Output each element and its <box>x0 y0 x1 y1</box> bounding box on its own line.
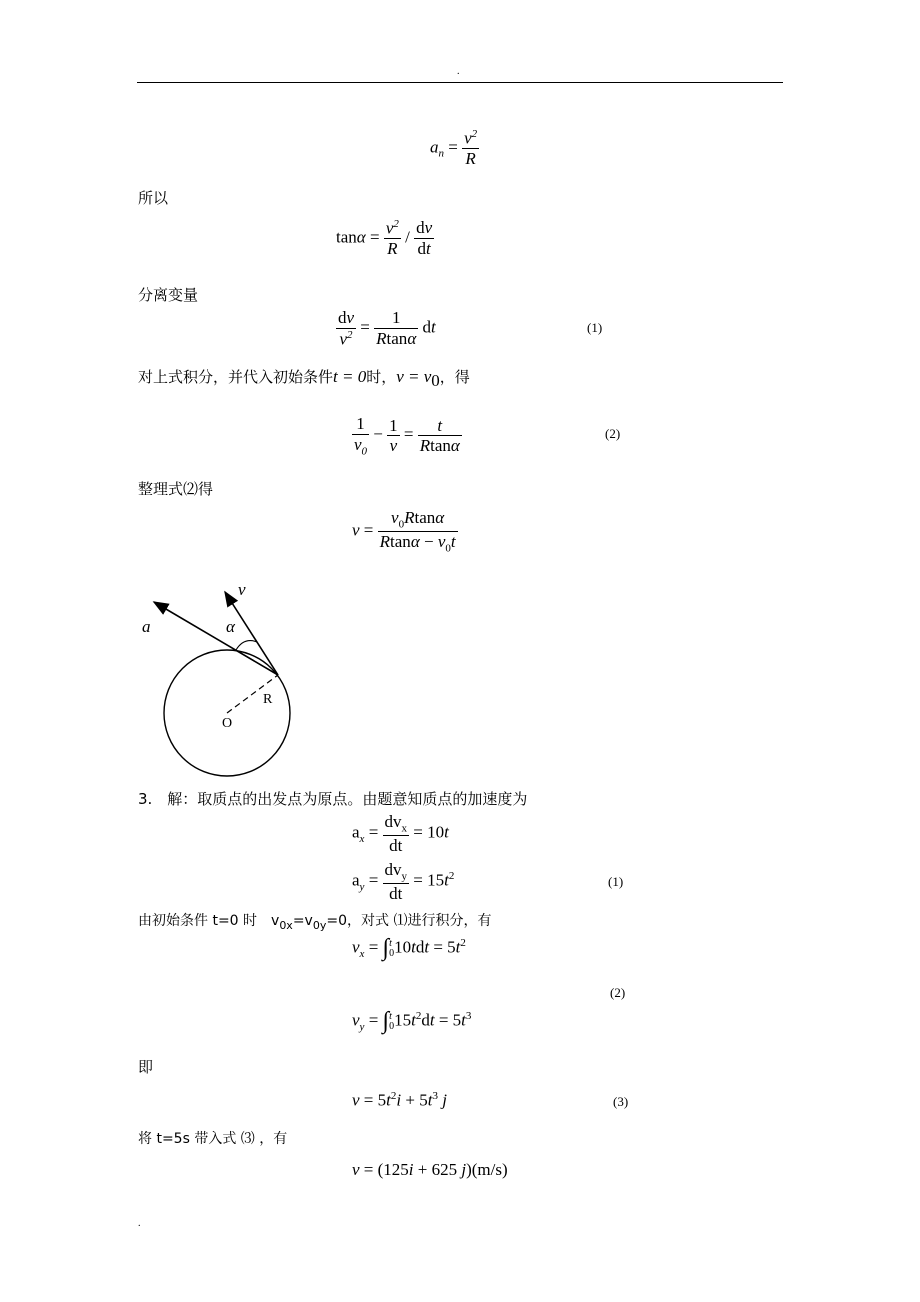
header-dot: . <box>457 66 460 77</box>
chord-line <box>237 651 278 675</box>
equation-v-result: v = $\frac{v_0Rtan\alpha}{Rtan\alpha - v_0t}$ <box>352 508 456 555</box>
text-jifen: 对上式积分，并代入初始条件t = 0时，$v = v_0$，得 <box>138 367 470 390</box>
equation-vx: $v_x$ = ∫ t 0 $10tdt = 5t^2$ <box>352 935 466 961</box>
equation-number-2b: (2) <box>610 985 626 1000</box>
text-zhengli: 整理式⑵得 <box>138 480 214 498</box>
equation-number-1b: (1) <box>608 874 624 889</box>
text-ji: 即 <box>138 1058 154 1076</box>
equation-tan-alpha: tanα = $\frac{v^2}{R}$ / $\frac{dv}{dt}$ <box>336 218 433 259</box>
footer-dot: . <box>138 1218 141 1229</box>
text-jiang: 将 t=5s 带入式 ⑶ ，有 <box>138 1131 288 1147</box>
equation-an: $a_n$ = $\frac{v^2}{R}$ <box>430 128 478 169</box>
label-O: O <box>222 716 233 731</box>
angle-arc <box>236 641 257 650</box>
equation-3: $v = 5t^2i + 5t^3$ j <box>352 1090 447 1110</box>
text-suoyi: 所以 <box>138 189 169 207</box>
equation-1: $\frac{dv}{v^2}$ = $\frac{1}{Rtan\alpha}$ dt <box>338 308 436 349</box>
header-rule <box>137 82 783 83</box>
text-problem-3: 3. 解：取质点的出发点为原点。由题意知质点的加速度为 <box>138 790 528 808</box>
label-alpha: α <box>226 617 235 636</box>
circle-diagram <box>130 575 310 785</box>
label-R: R <box>263 692 273 707</box>
equation-ax: $a_x$ = $\frac{dv_x}{dt}$ = 10t <box>352 812 449 856</box>
equation-vy: $v_y$ = ∫ t 0 $15t^2dt = 5t^3$ <box>352 1008 472 1034</box>
text-chushi: 由初始条件 t=0 时 $v_{0x}=v_{0y}=0$，对式 ⑴进行积分，有 <box>138 913 492 932</box>
equation-ay: $a_y$ = $\frac{dv_y}{dt}$ = $15t^2$ <box>352 860 455 904</box>
equation-number-2: (2) <box>605 426 621 441</box>
label-a: a <box>142 617 151 636</box>
label-v: v <box>238 580 246 599</box>
text-fenli: 分离变量 <box>138 286 199 304</box>
equation-number-1: (1) <box>587 320 603 335</box>
equation-v-value: v = (125i + 625 j)(m/s) <box>352 1160 508 1179</box>
equation-2: $\frac{1}{v_0}$ − $\frac{1}{v}$ = $\frac{t}{Rtan\alpha}$ <box>354 414 460 457</box>
equation-number-3: (3) <box>613 1094 629 1109</box>
